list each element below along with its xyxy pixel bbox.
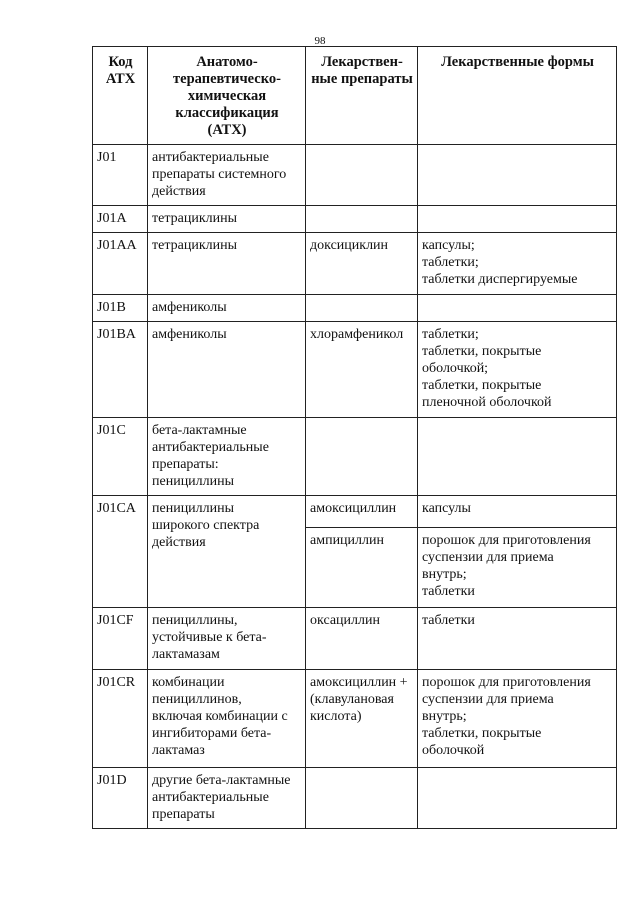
text-line: лактамаз [152,743,205,758]
text-line: пенициллины [152,474,235,489]
text-line: J01B [97,300,126,315]
dosage-forms-cell [418,322,617,418]
dosage-forms-cell [418,418,617,496]
text-line: действия [152,184,206,199]
drug-name-cell [306,768,418,829]
atx-code-cell [93,322,148,418]
text-line: препараты: [152,457,219,472]
text-line: оксациллин [310,613,380,628]
dosage-forms-cell [418,496,617,528]
table-row [93,418,617,496]
text-line: капсулы; [422,238,475,253]
text-line: J01A [97,211,127,226]
atx-code-cell [93,206,148,233]
classification-cell [148,295,306,322]
text-line: терапевтическо- [173,71,281,87]
text-line: пленочной оболочкой [422,395,552,410]
table-row [93,233,617,295]
text-line: комбинации [152,675,225,690]
classification-cell [148,206,306,233]
text-line: J01C [97,423,126,438]
table-row [93,295,617,322]
text-line: доксициклин [310,238,389,253]
drug-name-cell [306,528,418,608]
text-line: ампициллин [310,533,384,548]
text-line: таблетки [422,584,475,599]
text-line: антибактериальные [152,790,269,805]
classification-cell [148,768,306,829]
classification-cell [148,496,306,608]
text-line: тетрациклины [152,238,237,253]
table-header-row [93,47,617,145]
atx-code-cell [93,418,148,496]
text-line: антибактериальные [152,150,269,165]
text-line: таблетки, покрытые [422,726,542,741]
text-line: таблетки, покрытые [422,344,542,359]
header-forms [418,47,617,145]
drug-name-cell [306,670,418,768]
text-line: амфениколы [152,327,227,342]
text-line: внутрь; [422,709,467,724]
page-number: 98 [314,35,326,47]
text-line: препараты системного [152,167,287,182]
classification-cell [148,145,306,206]
dosage-forms-cell [418,608,617,670]
text-line: J01AA [97,238,137,253]
text-line: таблетки; [422,255,479,270]
text-line: препараты [152,807,215,822]
text-line: лактамазам [152,647,220,662]
table-row [93,496,617,528]
dosage-forms-cell [418,768,617,829]
header-drugs [306,47,418,145]
text-line: J01CR [97,675,136,690]
text-line: оболочкой; [422,361,489,376]
atx-code-cell [93,295,148,322]
classification-cell [148,608,306,670]
drug-name-cell [306,608,418,670]
dosage-forms-cell [418,528,617,608]
text-line: Лекарствен- [321,54,403,70]
classification-cell [148,322,306,418]
classification-cell [148,670,306,768]
text-line: другие бета-лактамные [152,773,291,788]
text-line: бета-лактамные [152,423,247,438]
atx-code-cell [93,608,148,670]
text-line: ингибиторами бета- [152,726,272,741]
text-line: устойчивые к бета- [152,630,267,645]
table-row [93,322,617,418]
atx-table [92,46,617,829]
text-line: таблетки; [422,327,479,342]
text-line: порошок для приготовления [422,533,591,548]
text-line: хлорамфеникол [310,327,404,342]
drug-name-cell [306,496,418,528]
text-line: антибактериальные [152,440,269,455]
text-line: таблетки [422,613,475,628]
drug-name-cell [306,206,418,233]
text-line: ные препараты [311,71,413,87]
atx-code-cell [93,670,148,768]
atx-code-cell [93,768,148,829]
classification-cell [148,233,306,295]
text-line: химическая [187,88,267,104]
text-line: амоксициллин [310,501,397,516]
dosage-forms-cell [418,145,617,206]
text-line: кислота) [310,709,362,724]
text-line: внутрь; [422,567,467,582]
text-line: порошок для приготовления [422,675,591,690]
text-line: оболочкой [422,743,485,758]
text-line: Анатомо- [196,54,258,70]
table-row [93,145,617,206]
dosage-forms-cell [418,206,617,233]
text-line: суспензии для приема [422,550,554,565]
drug-name-cell [306,418,418,496]
drug-name-cell [306,233,418,295]
text-line: J01CA [97,501,136,516]
table-row [93,206,617,233]
classification-cell [148,418,306,496]
header-code [93,47,148,145]
text-line: Код [108,54,133,70]
text-line: включая комбинации с [152,709,288,724]
dosage-forms-cell [418,670,617,768]
text-line: (АТХ) [207,122,247,138]
table-row [93,768,617,829]
table-row [93,670,617,768]
atx-code-cell [93,145,148,206]
text-line: J01 [97,150,117,165]
text-line: широкого спектра [152,518,260,533]
text-line: тетрациклины [152,211,237,226]
text-line: амоксициллин + [310,675,408,690]
text-line: J01BA [97,327,136,342]
text-line: суспензии для приема [422,692,554,707]
atx-code-cell [93,233,148,295]
atx-code-cell [93,496,148,608]
text-line: Лекарственные формы [441,54,594,70]
drug-name-cell [306,295,418,322]
text-line: действия [152,535,206,550]
dosage-forms-cell [418,295,617,322]
drug-name-cell [306,322,418,418]
text-line: J01CF [97,613,134,628]
header-classification [148,47,306,145]
text-line: АТХ [105,71,136,87]
dosage-forms-cell [418,233,617,295]
text-line: пенициллины [152,501,235,516]
text-line: пенициллинов, [152,692,242,707]
text-line: таблетки диспергируемые [422,272,578,287]
table-body [93,145,617,829]
drug-name-cell [306,145,418,206]
text-line: амфениколы [152,300,227,315]
text-line: (клавулановая [310,692,394,707]
text-line: J01D [97,773,127,788]
text-line: классификация [175,105,279,121]
text-line: пенициллины, [152,613,238,628]
text-line: таблетки, покрытые [422,378,542,393]
table-row [93,608,617,670]
text-line: капсулы [422,501,471,516]
